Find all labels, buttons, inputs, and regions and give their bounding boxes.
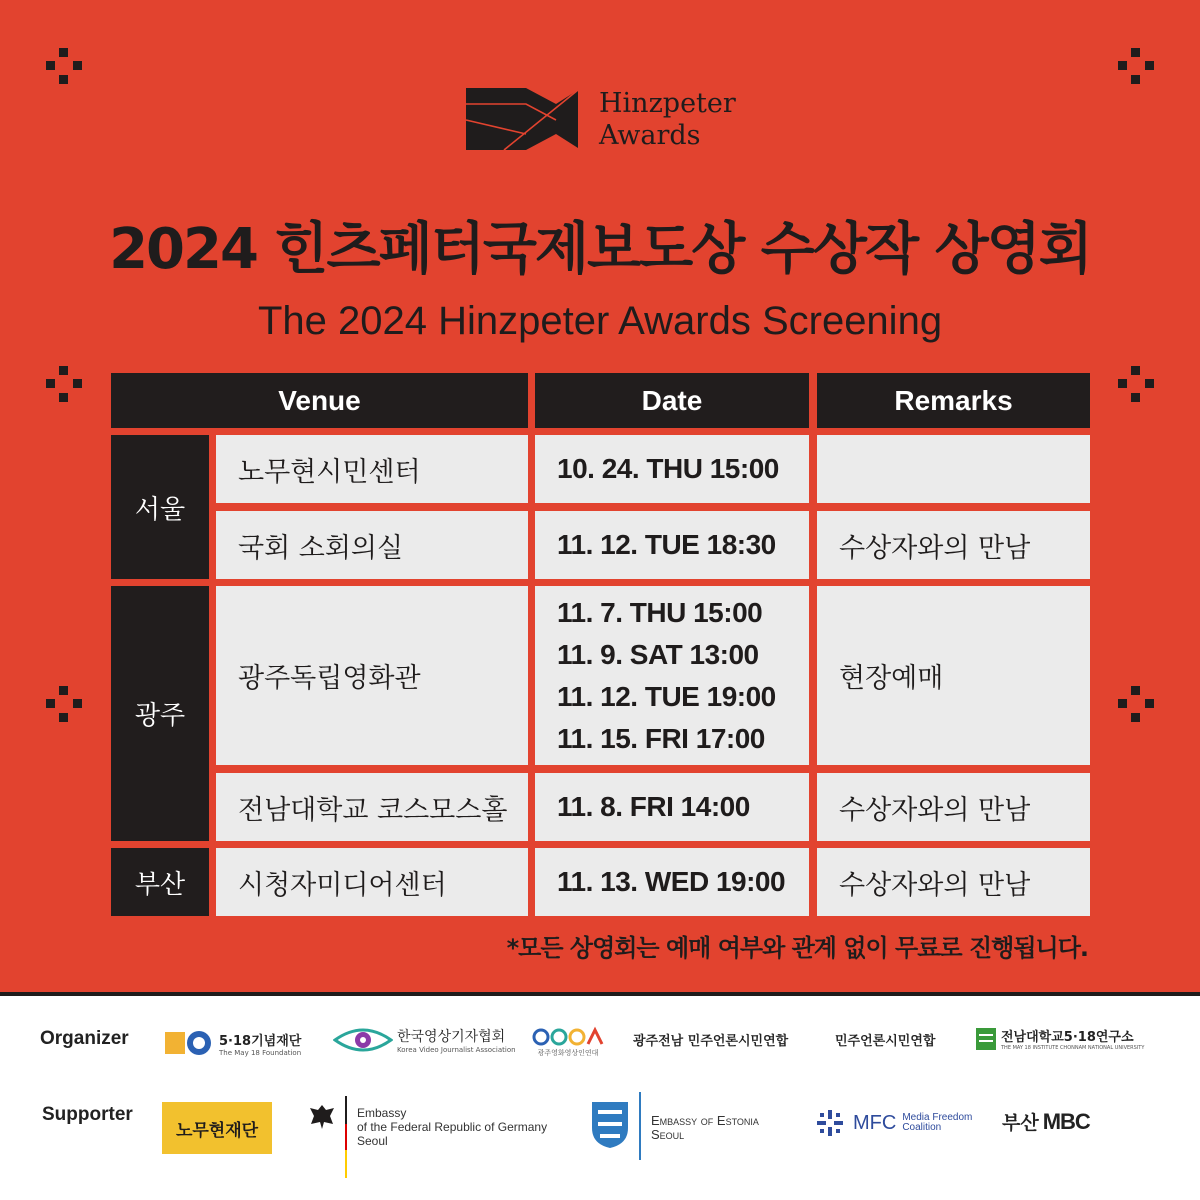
logo-wordmark — [599, 88, 736, 152]
org-name: 노무현재단 — [175, 1120, 259, 1141]
date-line: 11. 15. FRI 17:00 — [557, 722, 765, 754]
free-admission-note: *모든 상영회는 예매 여부와 관계 없이 무료로 진행됩니다. — [506, 934, 1088, 962]
date-cell: 10. 24. THU 15:00 — [535, 435, 809, 503]
kvja-logo — [333, 1024, 516, 1056]
circles-logo-icon — [532, 1026, 604, 1048]
date-cell-multi — [535, 586, 809, 765]
german-flag-stripe — [345, 1124, 347, 1150]
german-flag-stripe — [345, 1150, 347, 1178]
org-subtitle: 광주영화영상인연대 — [537, 1049, 599, 1057]
supporter-label: Supporter — [42, 1104, 133, 1125]
org-subtitle: The May 18 Foundation — [219, 1048, 302, 1057]
mfc-line: Media Freedom — [902, 1112, 973, 1123]
date-cell: 11. 8. FRI 14:00 — [535, 773, 809, 841]
header-venue: Venue — [111, 373, 528, 428]
decorative-cross-mark — [46, 366, 82, 402]
may18-emblem-icon — [165, 1028, 213, 1058]
german-flag-stripe — [345, 1096, 347, 1124]
date-line: 11. 9. SAT 13:00 — [557, 638, 759, 670]
roh-moohyun-foundation-logo — [162, 1102, 272, 1154]
venue-cell: 광주독립영화관 — [216, 586, 528, 765]
date-line: 11. 12. TUE 19:00 — [557, 680, 776, 712]
mfc-abbr: MFC — [853, 1111, 897, 1134]
remarks-cell: 현장예매 — [817, 586, 1090, 765]
venue-cell: 전남대학교 코스모스홀 — [216, 773, 528, 841]
org-subtitle: THE MAY 18 INSTITUTE CHONNAM NATIONAL UNIVERSITY — [1001, 1045, 1145, 1051]
embassy-line: Seoul — [651, 1127, 685, 1142]
remarks-cell: 수상자와의 만남 — [817, 773, 1090, 841]
logo-line-1: Hinzpeter — [599, 88, 736, 119]
estonia-divider — [639, 1092, 641, 1160]
embassy-line: of the Federal Republic of Germany — [357, 1120, 548, 1134]
german-embassy-text — [357, 1106, 547, 1148]
venue-cell: 시청자미디어센터 — [216, 848, 528, 916]
camera-logo-icon — [464, 86, 584, 152]
cnu-may18-institute-logo — [975, 1026, 1144, 1051]
kvja-eye-icon — [333, 1024, 393, 1056]
venue-cell: 노무현시민센터 — [216, 435, 528, 503]
header-date: Date — [535, 373, 809, 428]
decorative-cross-mark — [46, 48, 82, 84]
mfc-line: Coalition — [902, 1122, 942, 1133]
remarks-cell: 수상자와의 만남 — [817, 848, 1090, 916]
cnu-emblem-icon — [975, 1027, 997, 1051]
city-seoul: 서울 — [111, 435, 209, 579]
header-remarks: Remarks — [817, 373, 1090, 428]
gwangju-film-solidarity-logo — [532, 1026, 604, 1058]
org-name: 전남대학교5·18연구소 — [1001, 1030, 1134, 1045]
busan-text: 부산 — [1002, 1112, 1039, 1134]
mfc-star-icon — [815, 1108, 845, 1138]
date-cell: 11. 13. WED 19:00 — [535, 848, 809, 916]
german-eagle-icon — [307, 1102, 337, 1132]
may18-foundation-logo — [165, 1028, 301, 1058]
page-title-english: The 2024 Hinzpeter Awards Screening — [257, 299, 943, 343]
decorative-cross-mark — [1118, 686, 1154, 722]
city-gwangju: 광주 — [111, 586, 209, 841]
busan-mbc-logo — [1002, 1108, 1090, 1135]
hinzpeter-awards-logo — [464, 86, 754, 154]
embassy-line: Seoul — [357, 1134, 388, 1148]
logo-line-2: Awards — [599, 120, 701, 151]
remarks-cell: 수상자와의 만남 — [817, 511, 1090, 579]
mbc-brand: MBC — [1042, 1108, 1090, 1134]
city-busan: 부산 — [111, 848, 209, 916]
decorative-cross-mark — [46, 686, 82, 722]
embassy-line: Embassy of Estonia — [651, 1113, 759, 1128]
press-citizens-coalition: 민주언론시민연합 — [835, 1034, 936, 1049]
decorative-cross-mark — [1118, 48, 1154, 84]
org-name: 5·18기념재단 — [219, 1033, 302, 1049]
page-title-korean: 2024 힌츠페터국제보도상 수상작 상영회 — [109, 217, 1091, 282]
date-line: 11. 7. THU 15:00 — [557, 596, 763, 628]
footer-sponsors — [0, 992, 1200, 1200]
estonia-coat-of-arms-icon — [588, 1100, 632, 1150]
organizer-label: Organizer — [40, 1028, 129, 1049]
org-name: 한국영상기자협회 — [397, 1029, 506, 1045]
org-subtitle: Korea Video Journalist Association — [397, 1046, 516, 1054]
date-cell: 11. 12. TUE 18:30 — [535, 511, 809, 579]
gwangju-jeonnam-press-coalition: 광주전남 민주언론시민연합 — [633, 1034, 789, 1049]
venue-cell: 국회 소회의실 — [216, 511, 528, 579]
mfc-logo — [815, 1108, 972, 1138]
remarks-cell — [817, 435, 1090, 503]
decorative-cross-mark — [1118, 366, 1154, 402]
estonia-embassy-text — [651, 1114, 759, 1142]
embassy-line: Embassy — [357, 1106, 407, 1120]
